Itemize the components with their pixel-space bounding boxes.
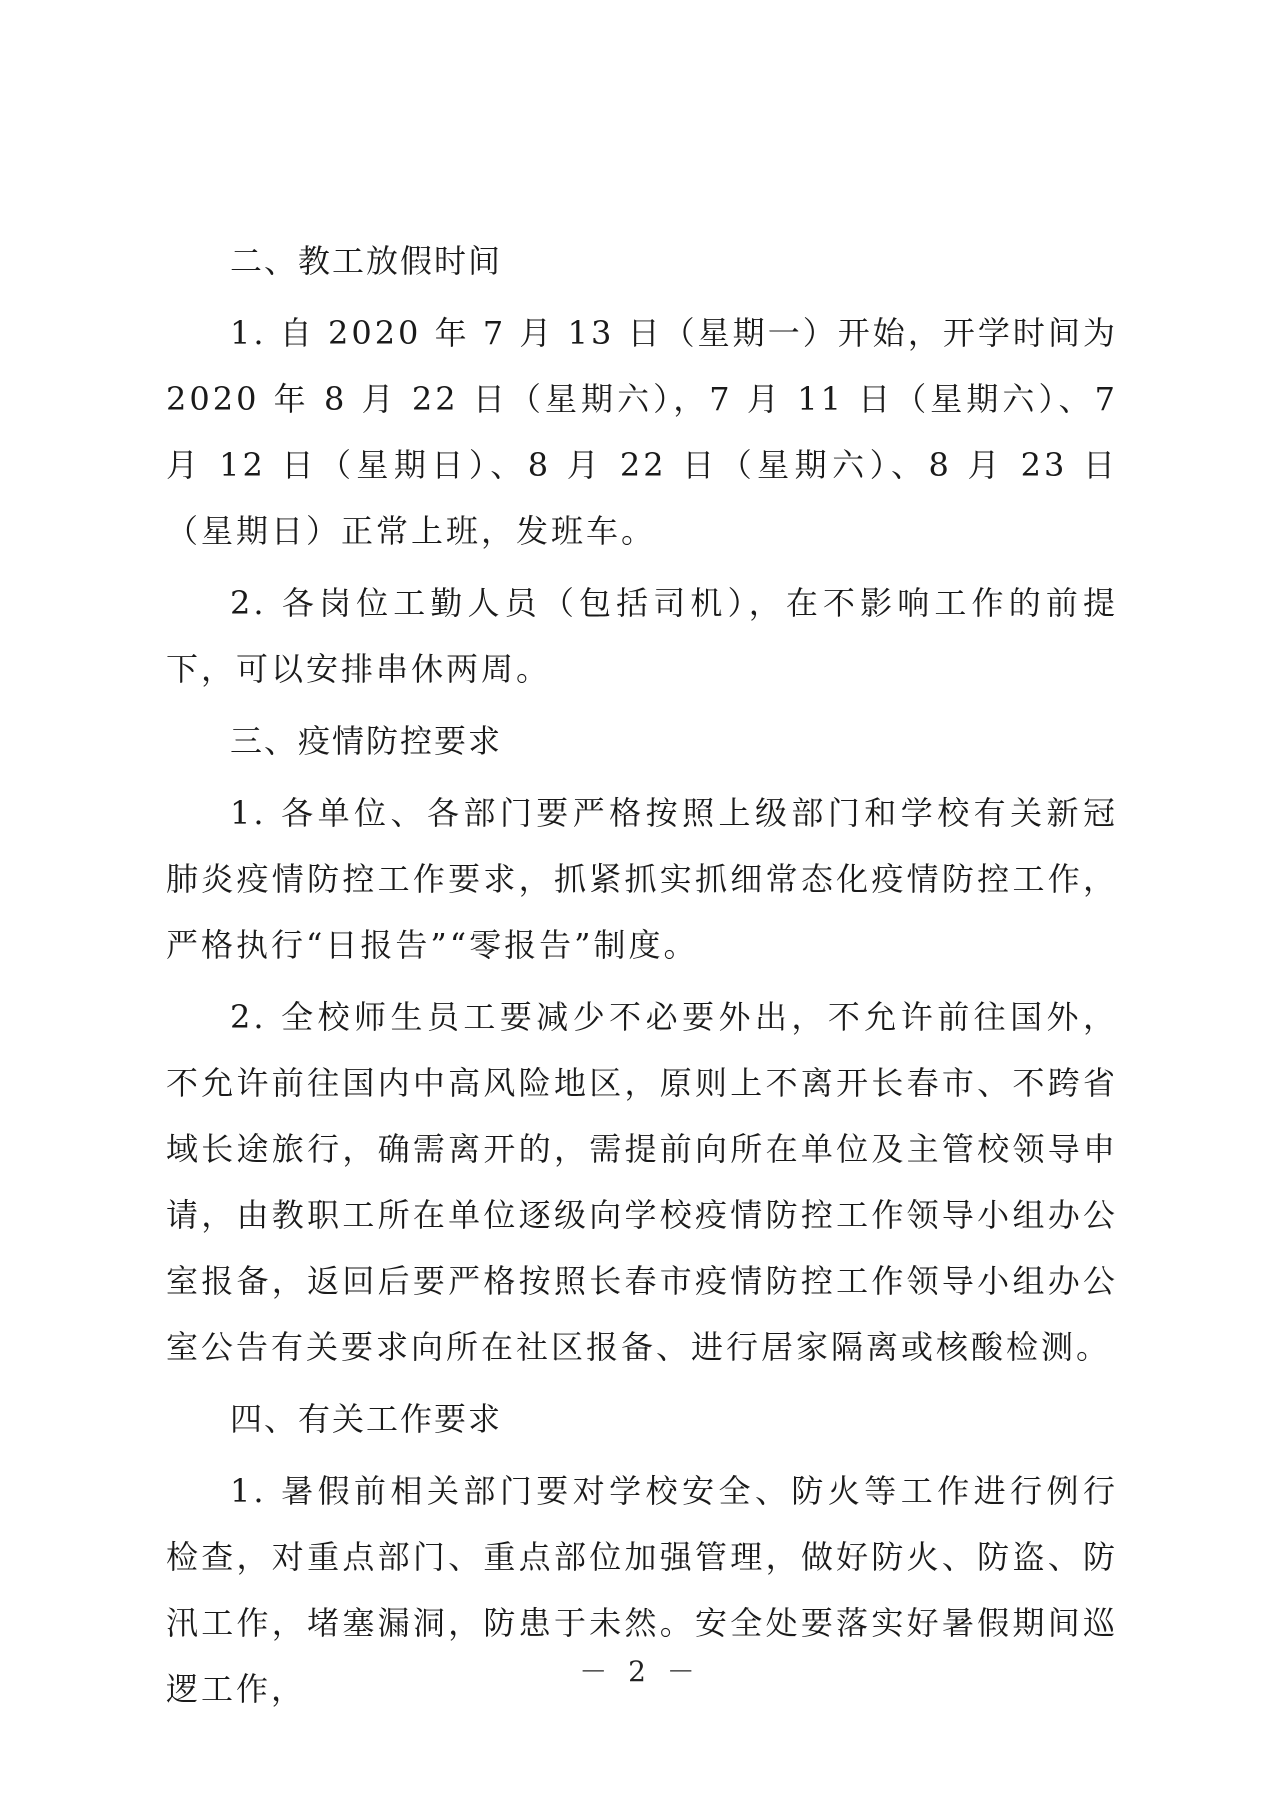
page-number: － 2 － [579, 1655, 701, 1688]
paragraph-leave-dates: 1. 自 2020 年 7 月 13 日（星期一）开始，开学时间为 2020 年 8 月 22 日（星期六），7 月 11 日（星期六）、7 月 12 日（星期日）、8 月 22 日（星期六）、8 月 23 日（星期日）正常上班，发班车。 [166, 314, 1118, 550]
section-heading-leave-time: 二、教工放假时间 [230, 242, 503, 280]
document-body [166, 228, 1118, 1722]
paragraph-travel-restrictions: 2. 全校师生员工要减少不必要外出，不允许前往国外，不允许前往国内中高风险地区，原则上不离开长春市、不跨省域长途旅行，确需离开的，需提前向所在单位及主管校领导申请，由教职工所在单位逐级向学校疫情防控工作领导小组办公室报备，返回后要严格按照长春市疫情防控工作领导小组办公室公告有关要求向所在社区报备、进行居家隔离或核酸检测。 [166, 998, 1118, 1366]
paragraph-epidemic-reporting: 1. 各单位、各部门要严格按照上级部门和学校有关新冠肺炎疫情防控工作要求，抓紧抓实抓细常态化疫情防控工作，严格执行“日报告”“零报告”制度。 [166, 794, 1118, 964]
section-heading-work-requirements: 四、有关工作要求 [230, 1400, 503, 1438]
section-heading-epidemic-control: 三、疫情防控要求 [230, 722, 503, 760]
paragraph-staff-rotation: 2. 各岗位工勤人员（包括司机），在不影响工作的前提下，可以安排串休两周。 [166, 584, 1118, 688]
paragraph-safety-inspection: 1. 暑假前相关部门要对学校安全、防火等工作进行例行检查，对重点部门、重点部位加强管理，做好防火、防盗、防汛工作，堵塞漏洞，防患于未然。安全处要落实好暑假期间巡逻工作， [166, 1472, 1118, 1708]
